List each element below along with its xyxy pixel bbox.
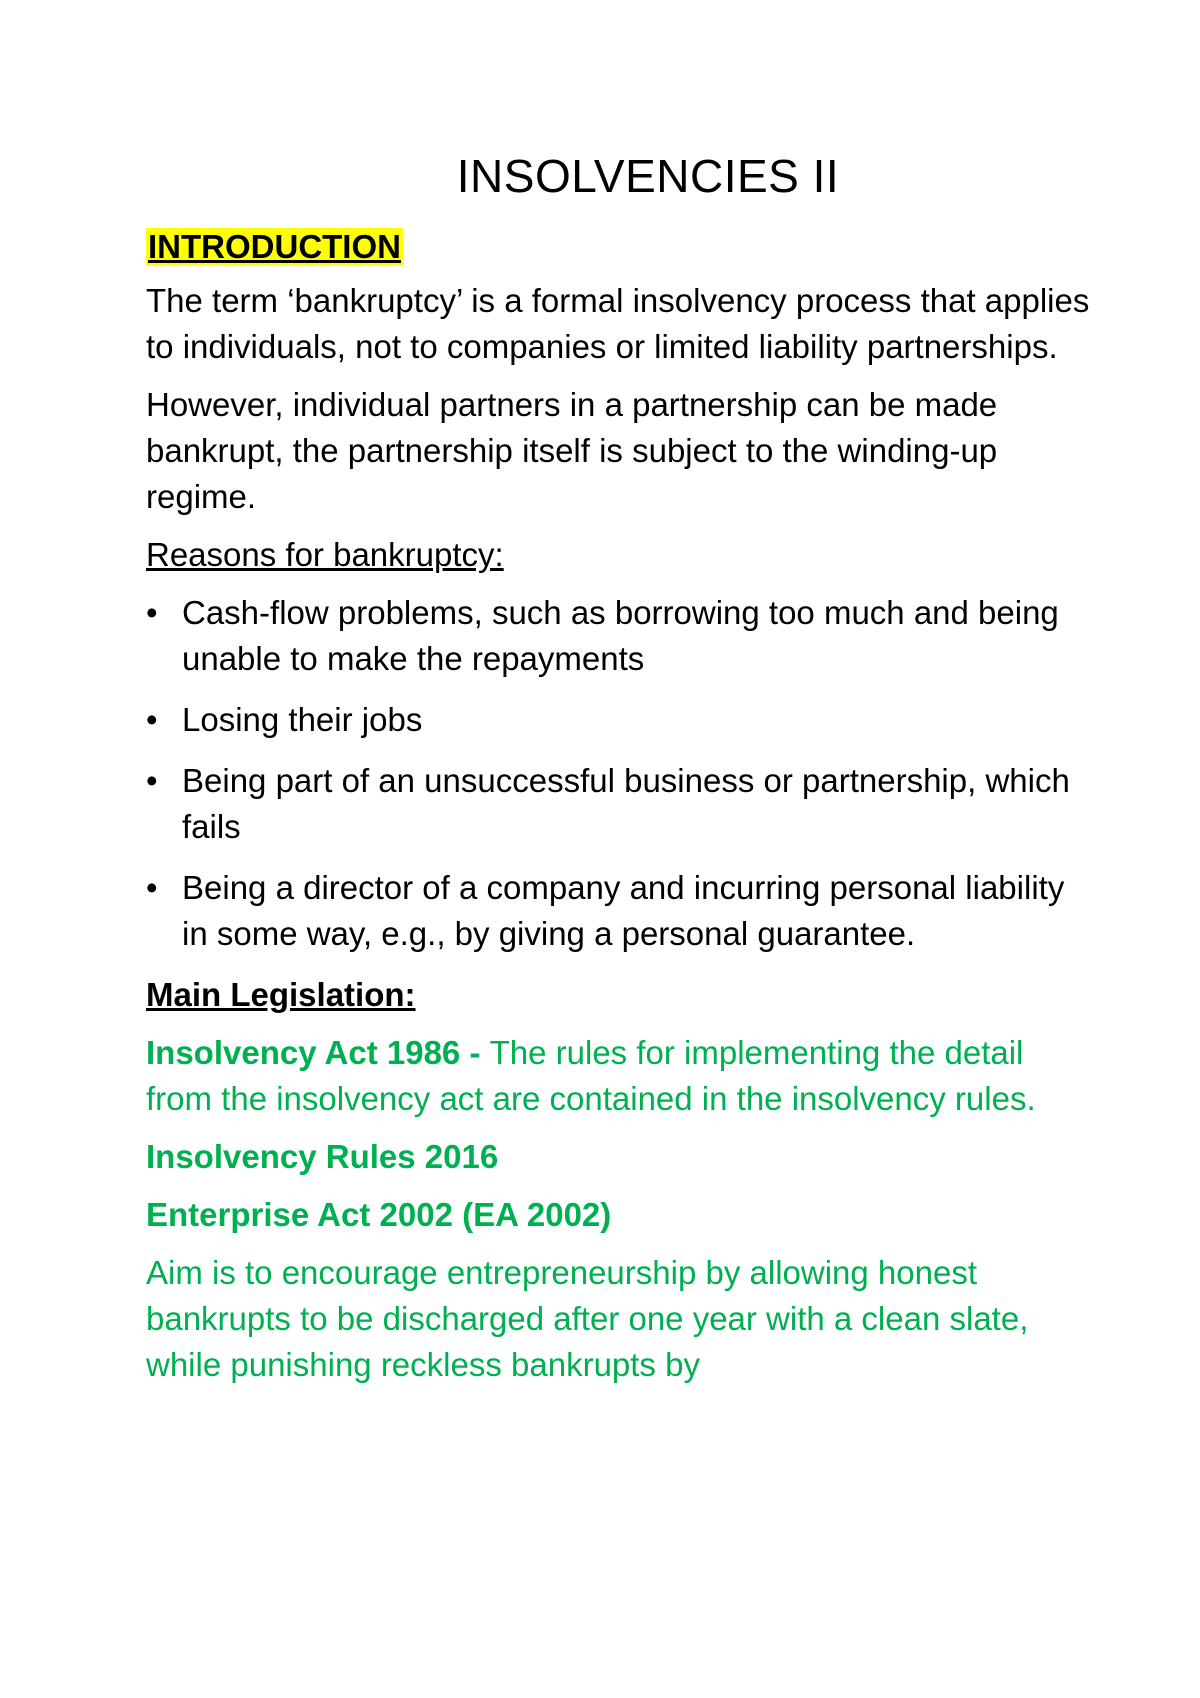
list-item-text: Being a director of a company and incurring personal liability in some way, e.g., by giving a personal guarantee. [182,869,1065,952]
bullet-icon: • [146,594,158,631]
reasons-list [146,590,1090,957]
enterprise-act-2002-title: Enterprise Act 2002 (EA 2002) [146,1196,612,1233]
list-item [146,697,1090,743]
reasons-heading: Reasons for bankruptcy: [146,536,504,573]
bullet-icon: • [146,762,158,799]
list-item [146,590,1090,682]
list-item-text: Being part of an unsuccessful business or partnership, which fails [182,762,1070,845]
intro-paragraph-1: The term ‘bankruptcy’ is a formal insolvency process that applies to individuals, not to companies or limited liability partnerships. [146,282,1090,365]
list-item-text: Losing their jobs [182,701,423,738]
enterprise-act-2002-text: Aim is to encourage entrepreneurship by allowing honest bankrupts to be discharged after one year with a clean slate, while punishing reckless bankrupts by [146,1254,1029,1383]
bullet-icon: • [146,869,158,906]
bullet-icon: • [146,701,158,738]
insolvency-act-1986-text: The rules for implementing the detail from the insolvency act are contained in the insolvency rules. [146,1034,1036,1117]
list-item-text: Cash-flow problems, such as borrowing too much and being unable to make the repayments [182,594,1059,677]
legislation-heading: Main Legislation: [146,976,416,1013]
insolvency-act-1986-title: Insolvency Act 1986 - [146,1034,490,1071]
list-item [146,865,1090,957]
intro-paragraph-2: However, individual partners in a partnership can be made bankrupt, the partnership itself is subject to the winding-up regime. [146,386,998,515]
list-item [146,758,1090,850]
insolvency-act-1986-paragraph [146,1030,1090,1122]
page-title: INSOLVENCIES II [456,150,840,202]
introduction-heading: INTRODUCTION [148,228,401,265]
insolvency-rules-2016-title: Insolvency Rules 2016 [146,1138,499,1175]
